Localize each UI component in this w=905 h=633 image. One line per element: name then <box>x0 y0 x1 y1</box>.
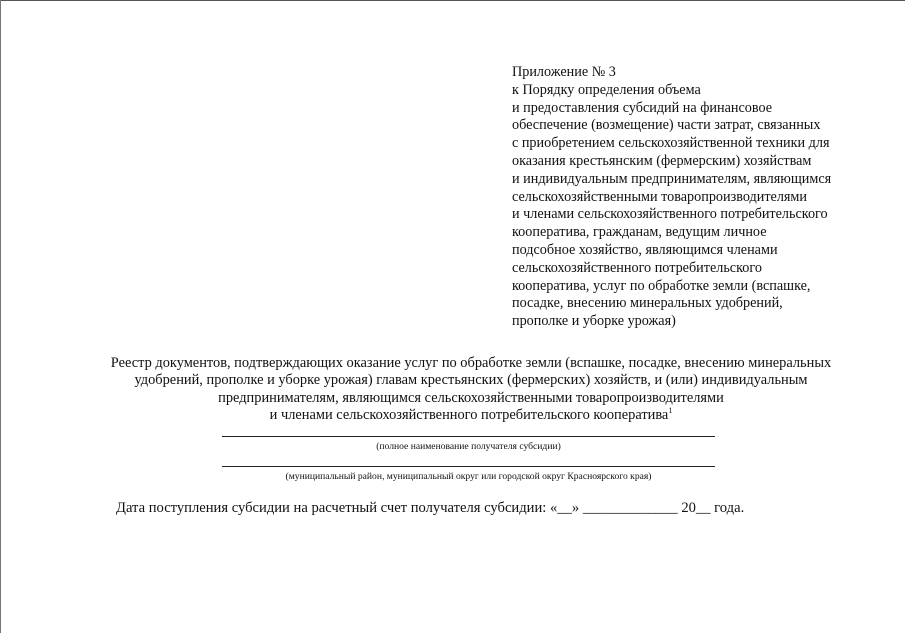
appendix-line: Приложение № 3 <box>512 64 616 80</box>
appendix-line: кооператива, услуг по обработке земли (вспашке, <box>512 277 811 294</box>
recipient-name-caption: (полное наименование получателя субсидии) <box>376 441 561 452</box>
appendix-line: оказания крестьянским (фермерским) хозяйствам <box>512 152 812 169</box>
appendix-header <box>512 64 892 331</box>
appendix-line: с приобретением сельскохозяйственной техники для <box>512 135 830 152</box>
subsidy-receipt-date-line: Дата поступления субсидии на расчетный счет получателя субсидии: «__» _____________ 20__ года. <box>116 500 745 516</box>
appendix-line: и предоставления субсидий на финансовое <box>512 99 773 116</box>
appendix-line: сельскохозяйственными товаропроизводителями <box>512 188 807 205</box>
municipality-blank-line[interactable] <box>222 466 715 467</box>
recipient-name-blank-line[interactable] <box>222 436 715 437</box>
appendix-line: сельскохозяйственного потребительского <box>512 259 762 276</box>
appendix-line: и членами сельскохозяйственного потребительского <box>512 206 828 223</box>
appendix-line: кооператива, гражданам, ведущим личное <box>512 224 767 241</box>
page-top-edge <box>0 0 905 1</box>
appendix-line: и индивидуальным предпринимателям, являющимся <box>512 170 832 187</box>
appendix-line: обеспечение (возмещение) части затрат, связанных <box>512 117 821 134</box>
appendix-line: посадке, внесению минеральных удобрений, <box>512 295 783 312</box>
page-left-edge <box>0 0 1 633</box>
register-title <box>40 355 902 425</box>
municipality-caption: (муниципальный район, муниципальный округ или городской округ Красноярского края) <box>285 471 652 482</box>
register-title-line: Реестр документов, подтверждающих оказание услуг по обработке земли (вспашке, посадке, внесению минеральных <box>110 355 832 371</box>
appendix-line: к Порядку определения объема <box>512 81 701 98</box>
footnote-marker: 1 <box>668 406 673 416</box>
register-title-line <box>40 407 902 424</box>
appendix-line: прополке и уборке урожая) <box>512 313 676 330</box>
register-title-last-line: и членами сельскохозяйственного потребительского кооператива <box>269 407 669 424</box>
register-title-line: предпринимателям, являющимся сельскохозяйственными товаропроизводителями <box>218 389 724 406</box>
register-title-line: удобрений, прополке и уборке урожая) главам крестьянских (фермерских) хозяйств, и (или) индивидуальным <box>134 372 808 389</box>
appendix-line: подсобное хозяйство, являющимся членами <box>512 241 778 258</box>
